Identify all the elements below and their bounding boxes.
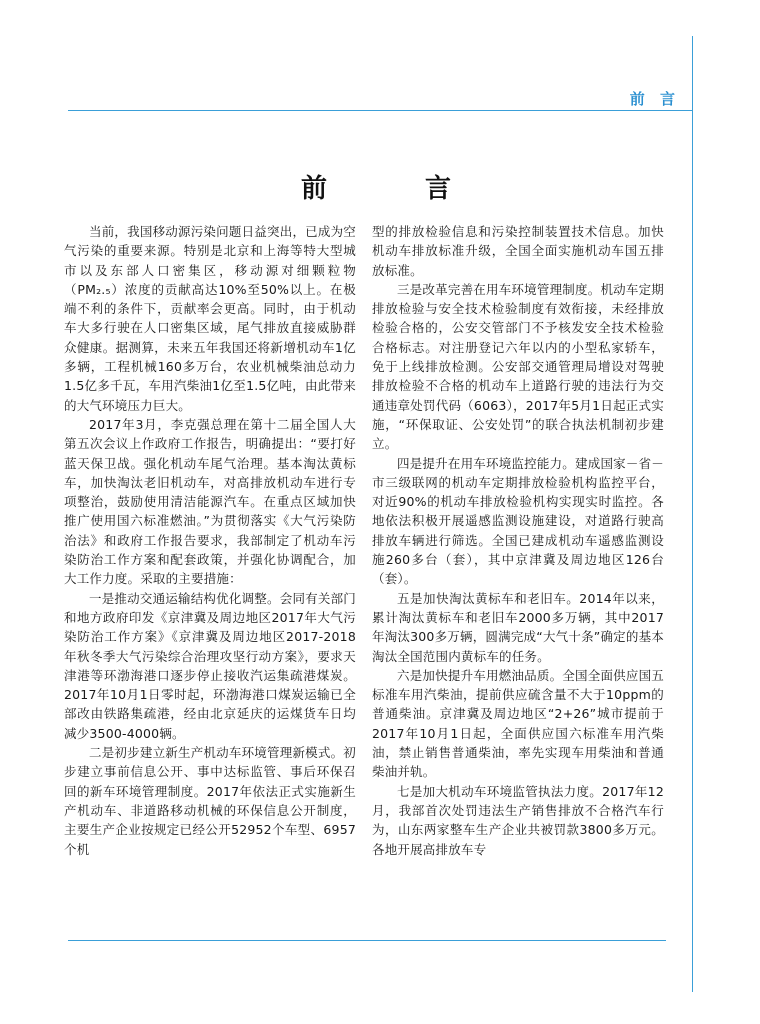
right-column [372, 222, 664, 859]
header-rule [68, 110, 692, 111]
paragraph: 二是初步建立新生产机动车环境管理新模式。初步建立事前信息公开、事中达标监管、事后环保召回的新车环境管理制度。2017年依法正式实施新生产机动车、非道路移动机械的环保信息公开制度，主要生产企业按规定已经公开52952个车型、6957个机 [64, 745, 356, 857]
paragraph: 2017年3月，李克强总理在第十二届全国人大第五次会议上作政府工作报告，明确提出：“要打好蓝天保卫战。强化机动车尾气治理。基本淘汰黄标车，加快淘汰老旧机动车，对高排放机动车进行专项整治，鼓励使用清洁能源汽车。在重点区域加快推广使用国六标准燃油。”为贯彻落实《大气污染防治法》和政府工作报告要求，我部制定了机动车污染防治工作方案和配套政策，并强化协调配合，加大工作力度。采取的主要措施： [64, 416, 356, 587]
left-column [64, 222, 356, 859]
paragraph: 三是改革完善在用车环境管理制度。机动车定期排放检验与安全技术检验制度有效衔接，未经排放检验合格的，公安交管部门不予核发安全技术检验合格标志。对注册登记六年以内的小型私家轿车，免于上线排放检测。公安部交通管理局增设对驾驶排放检验不合格的机动车上道路行驶的违法行为交通违章处罚代码（6063），2017年5月1日起正式实施，“环保取证、公安处罚”的联合执法机制初步建立。 [372, 281, 664, 452]
paragraph: 五是加快淘汰黄标车和老旧车。2014年以来，累计淘汰黄标车和老旧车2000多万辆，其中2017年淘汰300多万辆，圆满完成“大气十条”确定的基本淘汰全国范围内黄标车的任务。 [372, 590, 664, 664]
footer-rule [68, 940, 666, 941]
paragraph: 四是提升在用车环境监控能力。建成国家－省－市三级联网的机动车定期排放检验机构监控平台，对近90%的机动车排放检验机构实现实时监控。各地依法积极开展遥感监测设施建设，对道路行驶高排放车辆进行筛选。全国已建成机动车遥感监测设施260多台（套），其中京津冀及周边地区126台（套）。 [372, 455, 664, 587]
paragraph-continued: 型的排放检验信息和污染控制装置技术信息。加快机动车排放标准升级，全国全面实施机动车国五排放标准。 [372, 224, 664, 278]
paragraph: 当前，我国移动源污染问题日益突出，已成为空气污染的重要来源。特别是北京和上海等特大型城市以及东部人口密集区，移动源对细颗粒物（PM₂.₅）浓度的贡献高达10%至50%以上。在极端不利的条件下，贡献率会更高。同时，由于机动车大多行驶在人口密集区域，尾气排放直接威胁群众健康。据测算，未来五年我国还将新增机动车1亿多辆，工程机械160多万台，农业机械柴油总动力1.5亿多千瓦，车用汽柴油1亿至1.5亿吨，由此带来的大气环境压力巨大。 [64, 224, 356, 413]
paragraph: 六是加快提升车用燃油品质。全国全面供应国五标准车用汽柴油，提前供应硫含量不大于10ppm的普通柴油。京津冀及周边地区“2+26”城市提前于2017年10月1日起，全面供应国六标准车用汽柴油，禁止销售普通柴油，率先实现车用柴油和普通柴油并轨。 [372, 667, 664, 780]
paragraph: 一是推动交通运输结构优化调整。会同有关部门和地方政府印发《京津冀及周边地区2017年大气污染防治工作方案》《京津冀及周边地区2017-2018 年秋冬季大气污染综合治理攻坚行动方案》，要求天津港等环渤海港口逐步停止接收汽运集疏港煤炭。2017年10月1日零时起，环渤海港口煤炭运输已全部改由铁路集疏港，经由北京延庆的运煤货车日均减少3500-4000辆。 [64, 590, 356, 741]
running-header: 前 言 [629, 90, 680, 108]
page-title: 前 言 [300, 174, 487, 204]
paragraph: 七是加大机动车环境监管执法力度。2017年12月，我部首次处罚违法生产销售排放不合格汽车行为，山东两家整车生产企业共被罚款3800多万元。各地开展高排放车专 [372, 783, 664, 857]
